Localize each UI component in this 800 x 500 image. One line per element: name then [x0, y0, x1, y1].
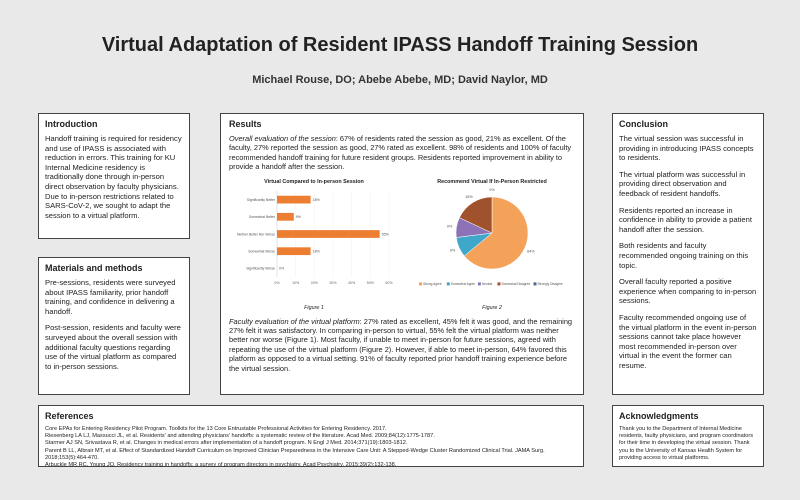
figure-1-x-tick: 10%: [292, 280, 300, 285]
figure-1-title: Virtual Compared to In-person Session: [264, 178, 364, 185]
figure-2-legend-swatch: [534, 282, 537, 285]
figure-1-x-tick: 40%: [348, 280, 356, 285]
figure-2-legend-label: Somewhat Disagree: [501, 281, 531, 286]
introduction-text: Handoff training is required for residency and use of IPASS is associated with reduction in errors. This training for KU Internal Medicine residency is traditionally done through in-person direct observation by faculty physicians. Due to in-person restrictions related to SARS-CoV-2, we sought to adapt the session to a virtual platform.: [45, 134, 182, 220]
methods-section: [38, 257, 190, 395]
figure-2-data-label: 9%: [446, 224, 453, 229]
conclusion-paragraph: The virtual session was successful in providing in introducing IPASS concepts to residents.: [619, 134, 754, 163]
figure-2-legend-label: Strongly Disagree: [537, 281, 563, 286]
conclusion-paragraph: Overall faculty reported a positive experience when comparing to in-person sessions.: [619, 277, 757, 306]
figure-1-caption: Figure 1: [304, 304, 324, 311]
reference-item: Core EPAs for Entering Residency Pilot Program. Toolkits for the 13 Core Entrustable Professional Activities for Entering Residency. 2017.: [45, 426, 387, 432]
figure-1-category-label: Significantly Better: [246, 197, 275, 202]
references-heading: References: [45, 411, 94, 421]
figure-1: [229, 179, 399, 311]
figure-1-category-label: Significantly Worse: [246, 266, 275, 271]
figure-1-bar: [277, 247, 311, 255]
results-paragraph-2: [229, 317, 575, 373]
figure-2-legend-label: Somewhat Agree: [450, 281, 476, 286]
acknowledgments-heading: Acknowledgments: [619, 411, 699, 421]
conclusion-paragraph: Faculty recommended ongoing use of the virtual platform in the event in-person sessions cannot take place however most recommended in-person over virtual in the event the former can resume.: [619, 312, 757, 370]
figure-2-legend-swatch: [497, 282, 500, 285]
figure-2-caption: Figure 2: [482, 304, 502, 311]
poster-title: Virtual Adaptation of Resident IPASS Handoff Training Session: [101, 34, 699, 56]
figure-1-bar-chart: [229, 185, 399, 295]
figure-1-x-tick: 60%: [385, 280, 393, 285]
results-para2-lead: Faculty evaluation of the virtual platform: [229, 316, 360, 326]
results-para2-text: : 27% rated as excellent, 45% felt it was good, and the remaining 27% felt it was satisfactory. In comparing in-person to virtual, 55% felt the virtual platform was neither better nor worse (Figure 1). Most faculty, if unable to meet in-person for future sessions, agreed with repeating the use of the virtual platform (Figure 2). However, if able to meet in-person, 64% favored this platform as opposed to a virtual setting. 91% of faculty reported prior handoff training experience before the virtual session.: [229, 316, 573, 373]
figure-1-data-label: 18%: [312, 249, 320, 254]
figure-2-legend-label: Strong Agree: [423, 281, 442, 286]
conclusion-paragraph: Residents reported an increase in confidence in ability to provide a patient handoff after the session.: [619, 205, 752, 234]
references-section: [38, 405, 584, 467]
results-para1-text: : 67% of residents rated the session as good, 21% as excellent. Of the faculty, 27% reported the session as good, 27% rated as excellent. 98% of residents and 100% of faculty recommended handoff training for future resident groups. Residents reported improvement in ability to provide a handoff after the session.: [229, 134, 572, 172]
figure-2-legend-swatch: [419, 282, 422, 285]
figure-2-pie-chart: [407, 185, 577, 295]
figure-1-x-tick: 30%: [329, 280, 337, 285]
figure-1-data-label: 18%: [312, 197, 320, 202]
conclusion-section: [612, 113, 764, 395]
figure-1-bar: [277, 213, 294, 221]
poster-authors: Michael Rouse, DO; Abebe Abebe, MD; David Naylor, MD: [252, 74, 548, 86]
figure-1-data-label: 0%: [279, 266, 285, 271]
acknowledgments-section: [612, 405, 764, 467]
results-para1-lead: Overall evaluation of the session: [229, 134, 336, 143]
results-section: [220, 113, 584, 395]
results-heading: Results: [229, 119, 262, 129]
methods-heading: Materials and methods: [45, 263, 143, 273]
conclusion-paragraph: The virtual platform was successful in providing direct observation and feedback of resident handoffs.: [619, 169, 746, 198]
figure-2-title: Recommend Virtual If In-Person Restricted: [437, 178, 547, 185]
figure-1-category-label: Somewhat Worse: [248, 249, 275, 254]
figure-1-category-label: Somewhat Better: [248, 214, 275, 219]
figure-2: [407, 179, 577, 311]
acknowledgments-text: Thank you to the Department of Internal Medicine residents, faulty physicians, and program coordinators for their time in developing the virtual session. Thank you to the University of Kansas Health System for providing access to virtual platforms.: [619, 426, 754, 461]
conclusion-heading: Conclusion: [619, 119, 668, 129]
introduction-heading: Introduction: [45, 119, 98, 129]
figure-2-data-label: 9%: [449, 247, 456, 252]
reference-item: Starmer AJ SN, Srivastava R, et al. Changes in medical errors after implementation of a handoff program. N Engl J Med. 2014;371(19):1803-1812.: [45, 440, 408, 447]
conclusion-paragraph: Both residents and faculty recommended ongoing training on this topic.: [619, 241, 749, 270]
figure-1-category-label: Neither Better Nor Worse: [236, 231, 275, 236]
methods-paragraph: Post-session, residents and faculty were surveyed about the overall session with additional faculty questions regarding use of the virtual platform as compared to in-person sessions.: [45, 323, 181, 371]
figure-1-x-tick: 20%: [310, 280, 318, 285]
figure-2-legend-swatch: [447, 282, 450, 285]
reference-item: Arbuckle MR RC, Young JQ. Residency training in handoffs: a survey of program directors in psychiatry. Acad Psychiatry. 2015;39(2):132-138.: [45, 462, 397, 469]
figures-row: [229, 179, 575, 311]
introduction-section: [38, 113, 190, 239]
reference-item: Riesenberg LA LJ, Massucci JL, et al. Residents' and attending physicians' handoffs: a systematic review of the literature. Acad Med. 2009;84(12):1775-1787.: [45, 433, 435, 440]
figure-2-data-label: 64%: [527, 249, 535, 254]
figure-2-data-label: 18%: [465, 194, 473, 199]
figure-1-bar: [277, 195, 311, 203]
figure-2-legend-swatch: [478, 282, 481, 285]
figure-1-bar: [277, 230, 380, 238]
figure-1-x-tick: 0%: [274, 280, 280, 285]
figure-1-data-label: 9%: [295, 214, 302, 219]
reference-item: Parent B LL, Albrair MT, et al. Effect of Standardized Handoff Curriculum on Improved Clinician Preparedness in the Intensive Care Unit: A Stepped-Wedge Cluster Randomized Clinical Trial. JAMA Surg. 2018;153(5):464-470.: [45, 447, 545, 461]
figure-2-legend-label: Neutral: [481, 281, 493, 286]
figure-1-data-label: 55%: [381, 231, 389, 236]
results-paragraph-1: [229, 134, 575, 172]
methods-paragraph: Pre-sessions, residents were surveyed about IPASS familiarity, prior handoff training, and confidence in delivering a handoff.: [45, 278, 176, 316]
figure-1-x-tick: 50%: [366, 280, 374, 285]
figure-2-data-label: 0%: [489, 187, 495, 192]
